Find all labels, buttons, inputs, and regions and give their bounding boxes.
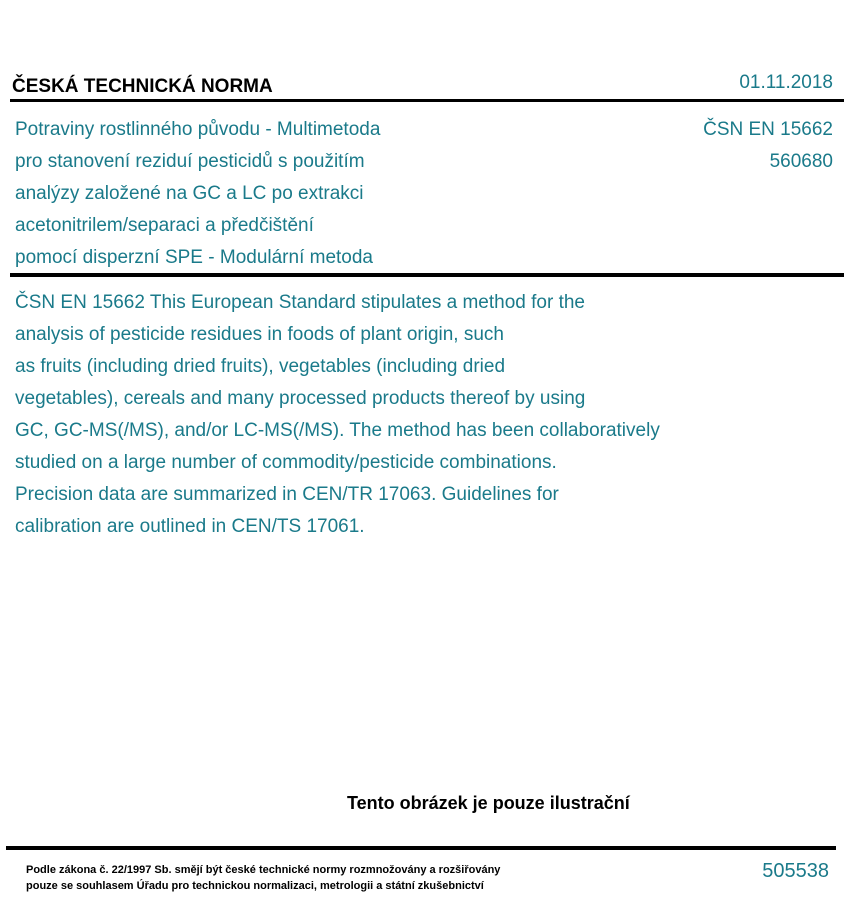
legal-notice-line: pouze se souhlasem Úřadu pro technickou normalizaci, metrologii a státní zkušebnictví [26, 880, 484, 892]
standard-title-line: pro stanovení reziduí pesticidů s použitím [15, 151, 365, 172]
standard-title [15, 114, 485, 274]
header-divider [10, 99, 844, 102]
abstract-line: vegetables), cereals and many processed products thereof by using [15, 388, 586, 409]
abstract-line: ČSN EN 15662 This European Standard stipulates a method for the [15, 292, 585, 313]
standard-code: ČSN EN 15662 [703, 119, 833, 140]
standard-title-line: Potraviny rostlinného původu - Multimetoda [15, 119, 381, 140]
publication-date: 01.11.2018 [739, 72, 833, 93]
abstract-line: GC, GC-MS(/MS), and/or LC-MS(/MS). The method has been collaboratively [15, 420, 660, 441]
abstract-line: as fruits (including dried fruits), vegetables (including dried [15, 356, 506, 377]
illustrative-note: Tento obrázek je pouze ilustrační [347, 793, 630, 813]
standard-identifiers [703, 114, 833, 178]
abstract-line: analysis of pesticide residues in foods of plant origin, such [15, 324, 504, 345]
abstract-line: Precision data are summarized in CEN/TR 17063. Guidelines for [15, 484, 559, 505]
abstract-line: calibration are outlined in CEN/TS 17061. [15, 516, 365, 537]
abstract [15, 287, 795, 543]
footer-divider [6, 846, 836, 850]
legal-notice-line: Podle zákona č. 22/1997 Sb. smějí být české technické normy rozmnožovány a rozšiřovány [26, 864, 501, 876]
document-number: 505538 [762, 860, 829, 882]
standard-title-line: analýzy založené na GC a LC po extrakci [15, 183, 364, 204]
document-type-heading: ČESKÁ TECHNICKÁ NORMA [12, 76, 273, 97]
standard-title-line: acetonitrilem/separaci a předčištění [15, 215, 314, 236]
legal-notice [26, 862, 500, 894]
standard-title-line: pomocí disperzní SPE - Modulární metoda [15, 247, 374, 268]
class-number: 560680 [769, 151, 833, 172]
abstract-line: studied on a large number of commodity/pesticide combinations. [15, 452, 557, 473]
title-divider [10, 273, 844, 277]
